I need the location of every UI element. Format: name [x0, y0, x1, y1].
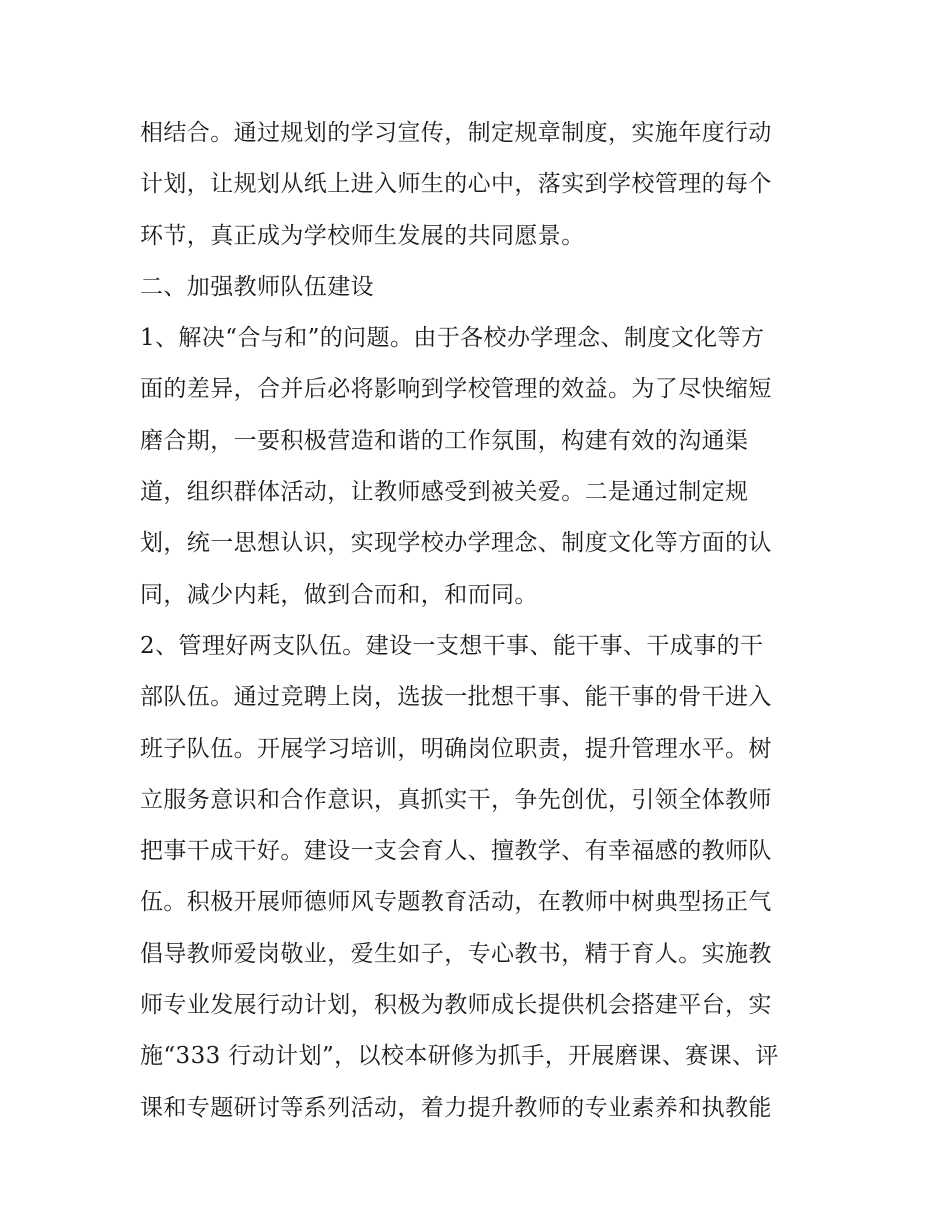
text-line: 立服务意识和合作意识，真抓实干，争先创优，引领全体教师	[140, 786, 772, 813]
document-body	[140, 108, 820, 1134]
text-line: 伍。积极开展师德师风专题教育活动，在教师中树典型扬正气	[140, 889, 772, 916]
text-line: 环节，真正成为学校师生发展的共同愿景。	[140, 222, 585, 249]
section-heading: 二、加强教师队伍建设	[140, 273, 374, 300]
text-line: 部队伍。通过竞聘上岗，选拔一批想干事、能干事的骨干进入	[140, 684, 772, 711]
text-line: 同，减少内耗，做到合而和，和而同。	[140, 581, 538, 608]
text-line: 1、解决“合与和”的问题。由于各校办学理念、制度文化等方	[140, 325, 765, 352]
text-line: 面的差异，合并后必将影响到学校管理的效益。为了尽快缩短	[140, 376, 772, 403]
text-line: 课和专题研讨等系列活动，着力提升教师的专业素养和执教能	[140, 1094, 772, 1121]
text-line: 倡导教师爱岗敬业，爱生如子，专心教书，精于育人。实施教	[140, 940, 772, 967]
text-line: 施“333 行动计划”，以校本研修为抓手，开展磨课、赛课、评	[140, 1043, 779, 1070]
text-line: 班子队伍。开展学习培训，明确岗位职责，提升管理水平。树	[140, 735, 772, 762]
text-line: 把事干成干好。建设一支会育人、擅教学、有幸福感的教师队	[140, 838, 772, 865]
text-line: 磨合期，一要积极营造和谐的工作氛围，构建有效的沟通渠	[140, 427, 749, 454]
text-line: 师专业发展行动计划，积极为教师成长提供机会搭建平台，实	[140, 992, 772, 1019]
text-line: 2、管理好两支队伍。建设一支想干事、能干事、干成事的干	[140, 632, 764, 659]
text-line: 道，组织群体活动，让教师感受到被关爱。二是通过制定规	[140, 479, 749, 506]
text-line: 划，统一思想认识，实现学校办学理念、制度文化等方面的认	[140, 530, 772, 557]
text-line: 相结合。通过规划的学习宣传，制定规章制度，实施年度行动	[140, 120, 772, 146]
text-line: 计划，让规划从纸上进入师生的心中，落实到学校管理的每个	[140, 171, 772, 198]
